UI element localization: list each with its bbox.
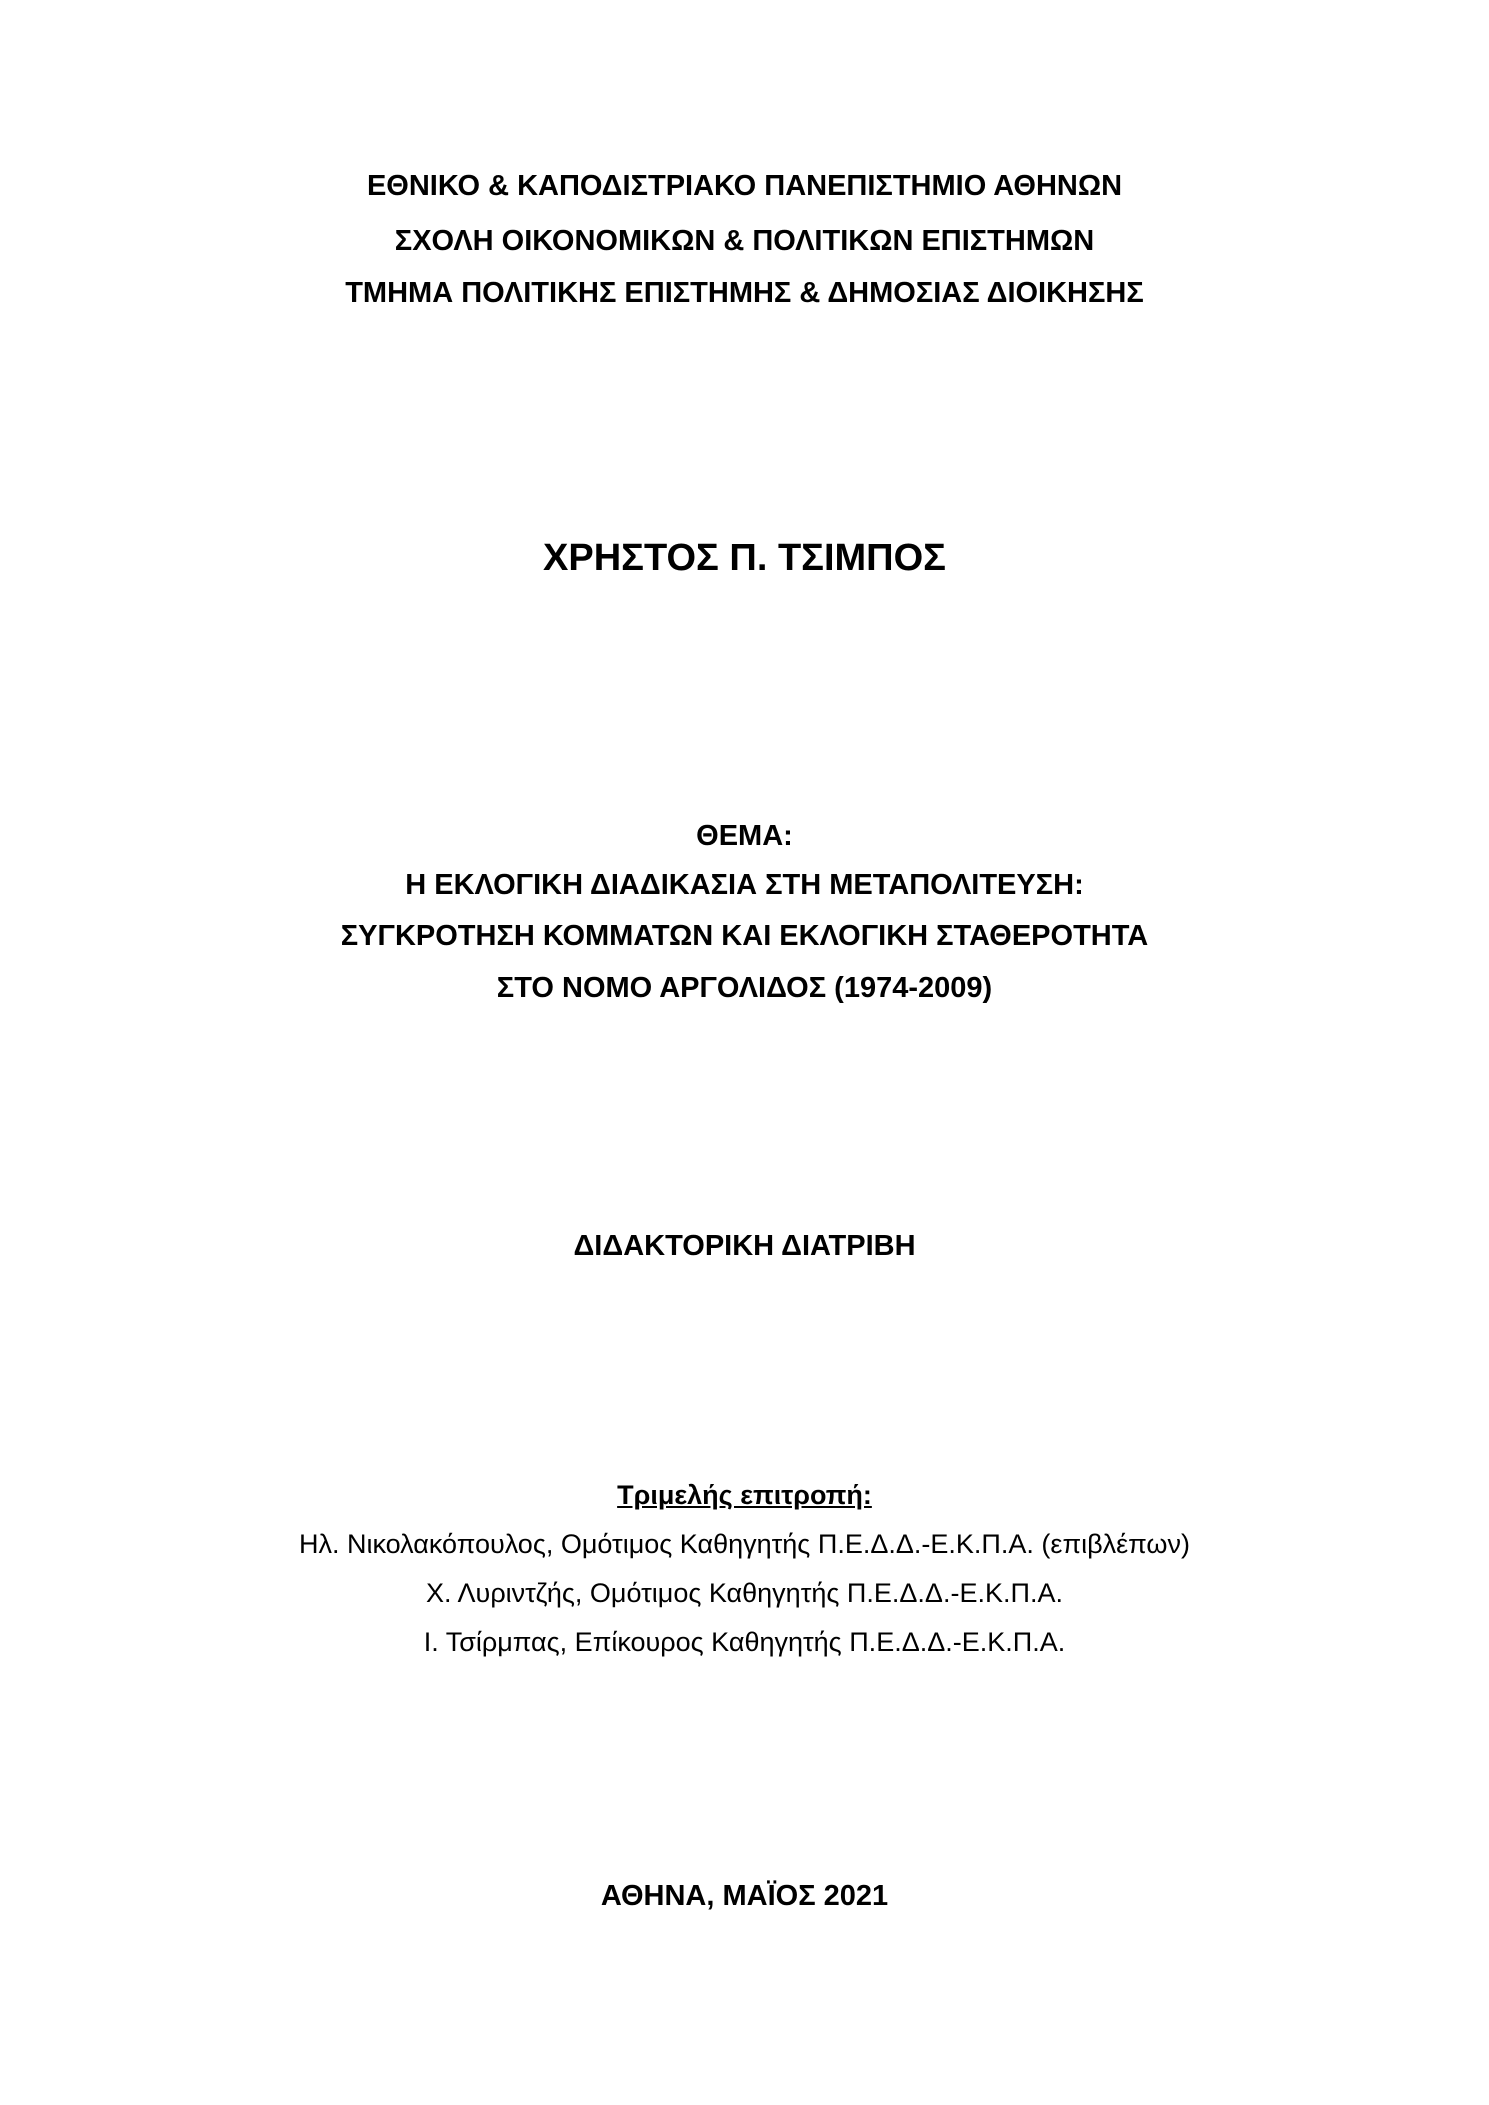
- university-name: ΕΘΝΙΚΟ & ΚΑΠΟΔΙΣΤΡΙΑΚΟ ΠΑΝΕΠΙΣΤΗΜΙΟ ΑΘΗΝΩΝ: [366, 170, 1123, 202]
- committee-member-1: Ηλ. Νικολακόπουλος, Ομότιμος Καθηγητής Π.Ε.Δ.Δ.-Ε.Κ.Π.Α. (επιβλέπων): [299, 1529, 1190, 1559]
- topic-line-2: ΣΥΓΚΡΟΤΗΣΗ ΚΟΜΜΑΤΩΝ ΚΑΙ ΕΚΛΟΓΙΚΗ ΣΤΑΘΕΡΟΤΗΤΑ: [340, 920, 1149, 952]
- committee-title: Τριμελής επιτροπή:: [617, 1480, 872, 1510]
- topic-line-3: ΣΤΟ ΝΟΜΟ ΑΡΓΟΛΙΔΟΣ (1974-2009): [496, 972, 993, 1004]
- school-name: ΣΧΟΛΗ ΟΙΚΟΝΟΜΙΚΩΝ & ΠΟΛΙΤΙΚΩΝ ΕΠΙΣΤΗΜΩΝ: [394, 225, 1095, 257]
- author-name: ΧΡΗΣΤΟΣ Π. ΤΣΙΜΠΟΣ: [543, 537, 946, 579]
- thesis-type: ΔΙΔΑΚΤΟΡΙΚΗ ΔΙΑΤΡΙΒΗ: [573, 1230, 916, 1262]
- place-date: ΑΘΗΝΑ, ΜΑΪΟΣ 2021: [600, 1880, 889, 1912]
- committee-member-2: Χ. Λυριντζής, Ομότιμος Καθηγητής Π.Ε.Δ.Δ.-Ε.Κ.Π.Α.: [426, 1578, 1063, 1608]
- topic-line-1: Η ΕΚΛΟΓΙΚΗ ΔΙΑΔΙΚΑΣΙΑ ΣΤΗ ΜΕΤΑΠΟΛΙΤΕΥΣΗ:: [405, 869, 1084, 901]
- committee-member-3: Ι. Τσίρμπας, Επίκουρος Καθηγητής Π.Ε.Δ.Δ.-Ε.Κ.Π.Α.: [423, 1627, 1066, 1657]
- department-name: ΤΜΗΜΑ ΠΟΛΙΤΙΚΗΣ ΕΠΙΣΤΗΜΗΣ & ΔΗΜΟΣΙΑΣ ΔΙΟΙΚΗΣΗΣ: [345, 277, 1144, 309]
- topic-label: ΘΕΜΑ:: [696, 820, 793, 852]
